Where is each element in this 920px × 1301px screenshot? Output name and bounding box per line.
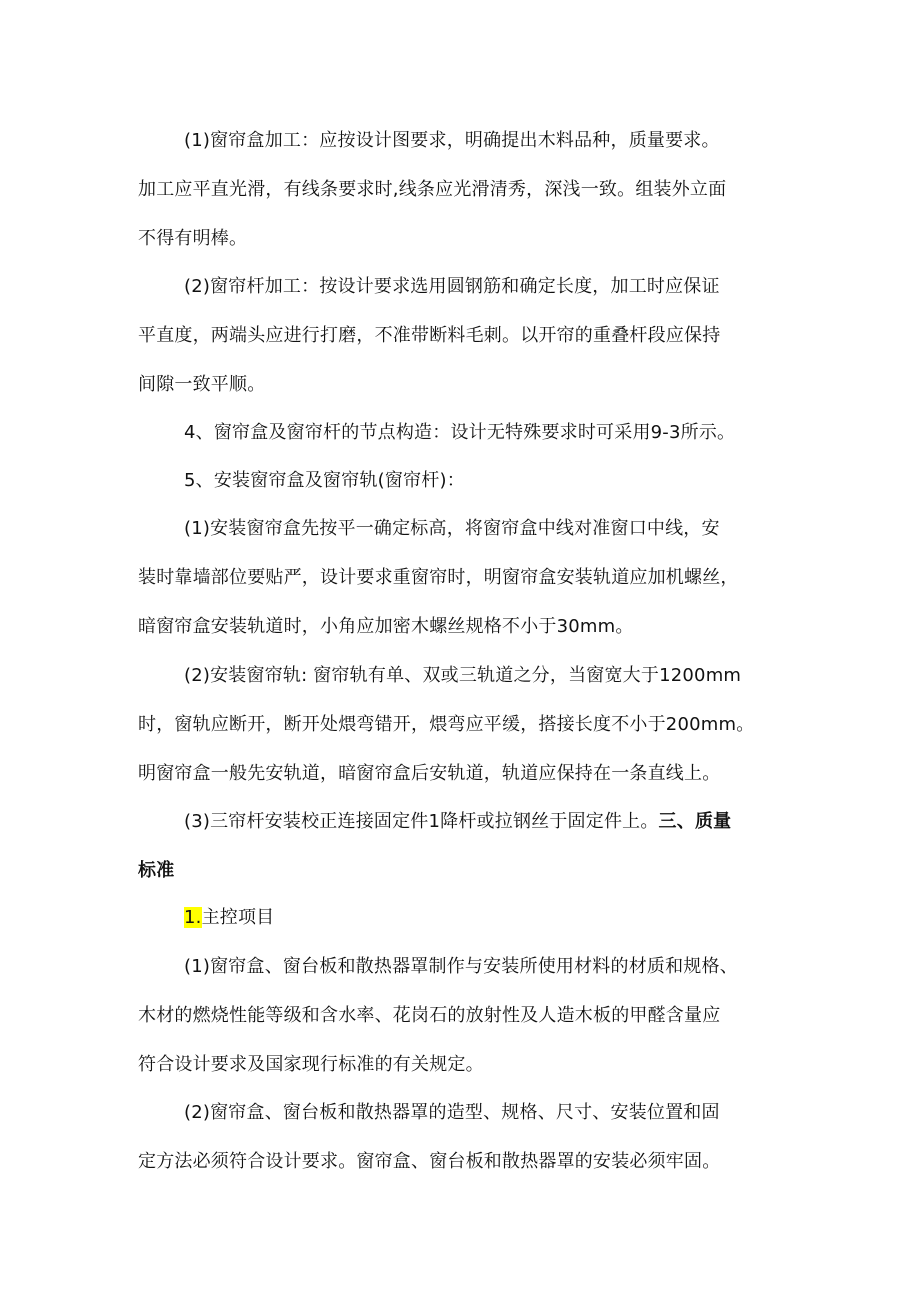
paragraph-install-curtain-box bbox=[138, 504, 788, 651]
paragraph-node-construction bbox=[138, 408, 788, 457]
text-line: 时，窗轨应断开，断开处煨弯错开，煨弯应平缓，搭接长度不小于200mm。 bbox=[138, 714, 755, 735]
text-line: 装时靠墙部位要贴严，设计要求重窗帘时，明窗帘盒安装轨道应加机螺丝， bbox=[138, 567, 739, 588]
highlighted-number: 1. bbox=[184, 907, 202, 928]
paragraph-material-requirements bbox=[138, 942, 788, 1089]
subheading-text: 主控项目 bbox=[201, 907, 275, 928]
text-line: 暗窗帘盒安装轨道时，小角应加密木螺丝规格不小于30mm。 bbox=[138, 616, 634, 637]
text-line: 4、窗帘盒及窗帘杆的节点构造：设计无特殊要求时可采用9-3所示。 bbox=[184, 422, 736, 443]
text-line: 加工应平直光滑，有线条要求时,线条应光滑清秀，深浅一致。组装外立面 bbox=[138, 179, 727, 200]
paragraph-install-heading bbox=[138, 456, 788, 505]
paragraph-rod-calibration bbox=[138, 797, 788, 895]
text-line bbox=[138, 893, 788, 942]
text-line: 间隙一致平顺。 bbox=[138, 374, 266, 395]
paragraph-install-curtain-rail bbox=[138, 651, 788, 798]
text-normal: (3)三帘杆安装校正连接固定件1降杆或拉钢丝于固定件上。 bbox=[184, 811, 659, 832]
text-line: 定方法必须符合设计要求。窗帘盒、窗台板和散热器罩的安装必须牢固。 bbox=[138, 1151, 721, 1172]
subheading-main-control-items bbox=[138, 893, 788, 942]
text-line: 不得有明棒。 bbox=[138, 228, 248, 249]
paragraph-curtain-box-processing bbox=[138, 116, 788, 263]
text-line: (1)窗帘盒加工：应按设计图要求，明确提出木料品种，质量要求。 bbox=[184, 130, 720, 151]
text-line: (2)窗帘杆加工：按设计要求选用圆钢筋和确定长度，加工时应保证 bbox=[184, 276, 720, 297]
text-line: (2)安装窗帘轨: 窗帘轨有单、双或三轨道之分，当窗宽大于1200mm bbox=[184, 665, 742, 686]
text-line: 明窗帘盒一般先安轨道，暗窗帘盒后安轨道，轨道应保持在一条直线上。 bbox=[138, 763, 721, 784]
text-line: (1)窗帘盒、窗台板和散热器罩制作与安装所使用材料的材质和规格、 bbox=[184, 956, 738, 977]
text-line: 平直度，两端头应进行打磨，不准带断料毛刺。以开帘的重叠杆段应保持 bbox=[138, 325, 721, 346]
section-heading-standard: 标准 bbox=[138, 860, 175, 881]
paragraph-shape-installation bbox=[138, 1088, 788, 1186]
text-line: 木材的燃烧性能等级和含水率、花岗石的放射性及人造木板的甲醛含量应 bbox=[138, 1005, 721, 1026]
text-line: (2)窗帘盒、窗台板和散热器罩的造型、规格、尺寸、安装位置和固 bbox=[184, 1102, 720, 1123]
text-line: (1)安装窗帘盒先按平一确定标高，将窗帘盒中线对准窗口中线，安 bbox=[184, 518, 720, 539]
text-line: 符合设计要求及国家现行标准的有关规定。 bbox=[138, 1054, 484, 1075]
paragraph-curtain-rod-processing bbox=[138, 262, 788, 409]
text-line: 5、安装窗帘盒及窗帘轨(窗帘杆)： bbox=[184, 470, 465, 491]
text-line bbox=[138, 797, 788, 846]
section-heading-quality: 三、质量 bbox=[658, 811, 732, 832]
